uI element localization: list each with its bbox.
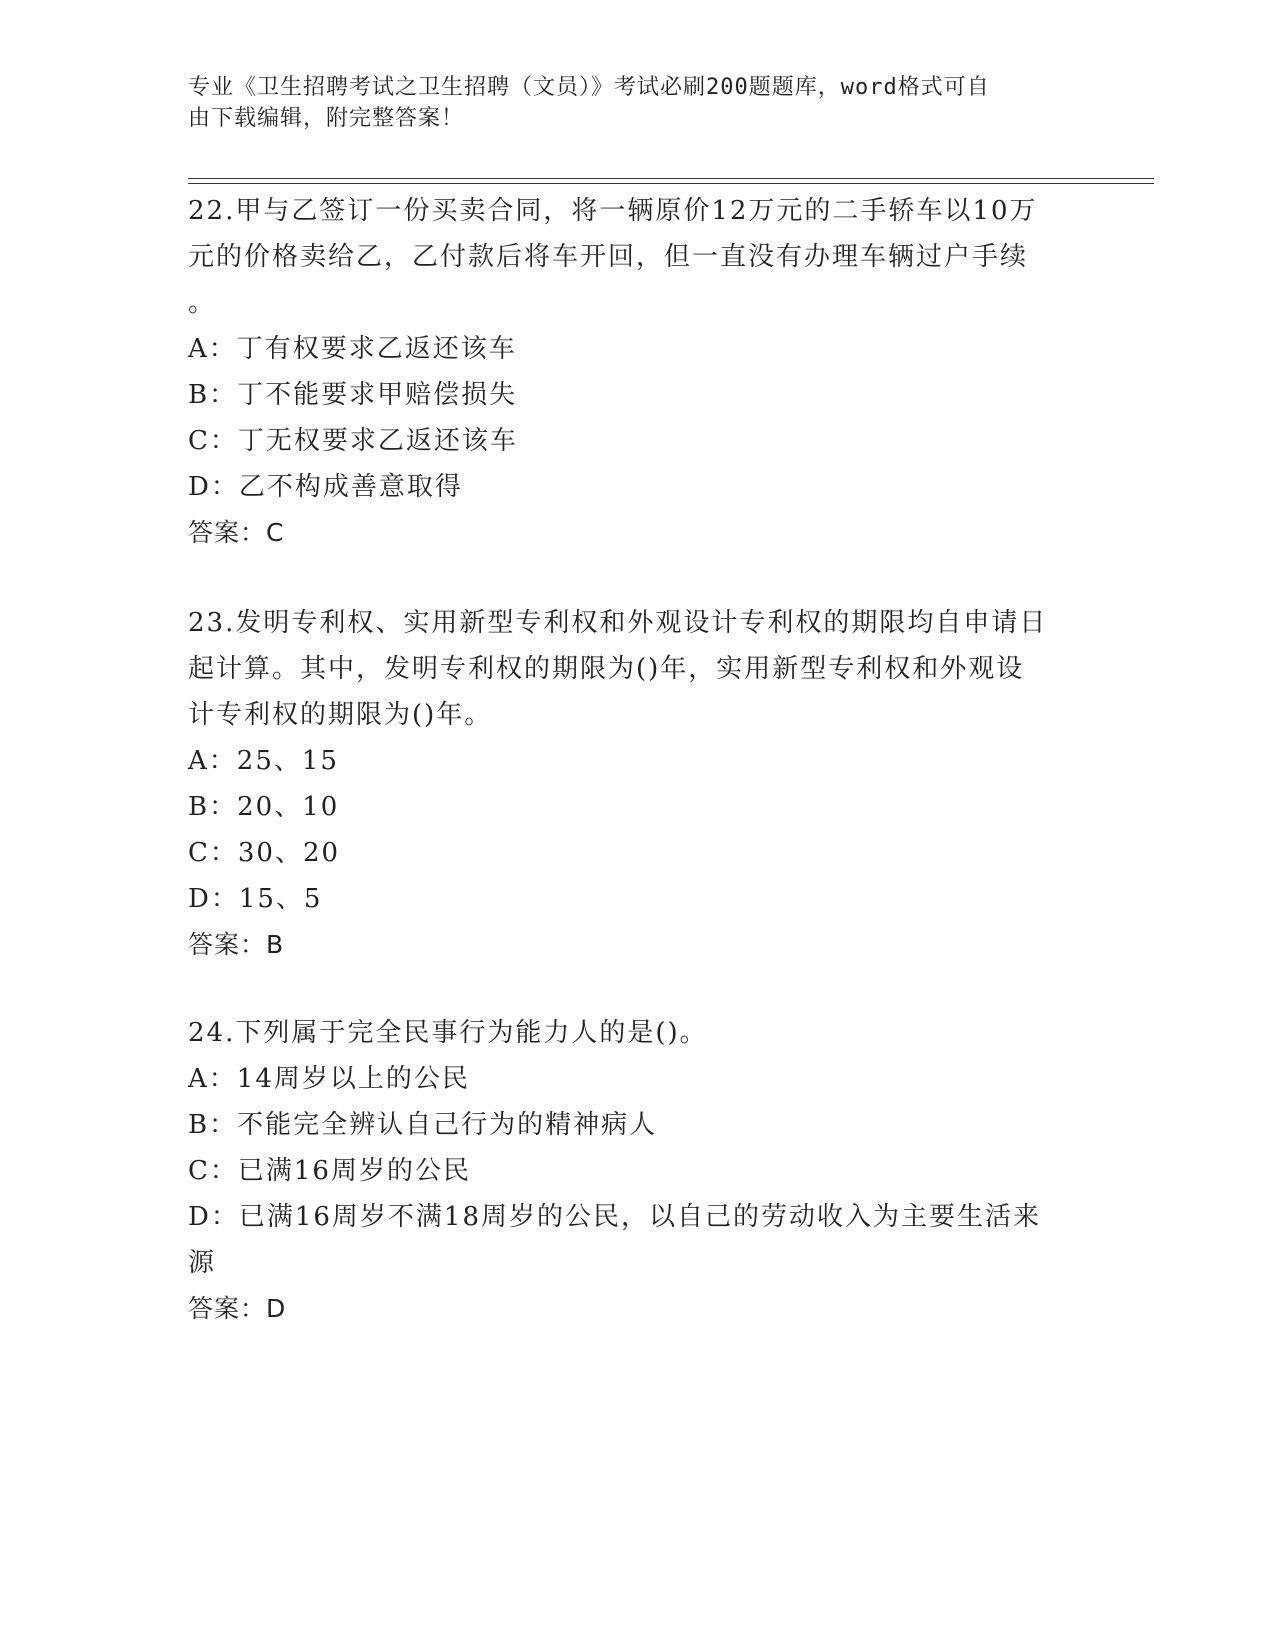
option-b: B：20、10 bbox=[188, 792, 340, 822]
option-b: B：不能完全辨认自己行为的精神病人 bbox=[188, 1110, 658, 1140]
option-b: B：丁不能要求甲赔偿损失 bbox=[188, 380, 518, 410]
option-a: A：14周岁以上的公民 bbox=[188, 1064, 470, 1094]
option-d-continuation: 源 bbox=[188, 1248, 217, 1278]
header-divider-top bbox=[188, 178, 1154, 179]
question-24 bbox=[188, 1010, 1078, 1332]
question-stem-line: 起计算。其中，发明专利权的期限为()年，实用新型专利权和外观设 bbox=[188, 654, 1025, 684]
question-22 bbox=[188, 188, 1078, 556]
header-divider-bottom bbox=[188, 183, 1154, 184]
question-stem-line: 计专利权的期限为()年。 bbox=[188, 700, 493, 730]
answer: 答案：C bbox=[188, 518, 285, 547]
question-stem-line: 元的价格卖给乙，乙付款后将车开回，但一直没有办理车辆过户手续 bbox=[188, 242, 1029, 272]
option-d: D：已满16周岁不满18周岁的公民，以自己的劳动收入为主要生活来 bbox=[188, 1202, 1042, 1232]
answer: 答案：B bbox=[188, 930, 285, 959]
document-header bbox=[188, 72, 1068, 134]
question-stem-line: 23.发明专利权、实用新型专利权和外观设计专利权的期限均自申请日 bbox=[188, 608, 1048, 638]
answer: 答案：D bbox=[188, 1294, 287, 1323]
question-stem-line: 。 bbox=[188, 288, 217, 318]
option-d: D：15、5 bbox=[188, 884, 323, 914]
option-d: D：乙不构成善意取得 bbox=[188, 472, 463, 502]
header-line-2: 由下载编辑，附完整答案！ bbox=[188, 106, 465, 131]
option-a: A：丁有权要求乙返还该车 bbox=[188, 334, 517, 364]
option-a: A：25、15 bbox=[188, 746, 339, 776]
question-23 bbox=[188, 600, 1078, 968]
option-c: C：已满16周岁的公民 bbox=[188, 1156, 471, 1186]
option-c: C：30、20 bbox=[188, 838, 341, 868]
question-stem-line: 24.下列属于完全民事行为能力人的是()。 bbox=[188, 1018, 708, 1048]
header-line-1: 专业《卫生招聘考试之卫生招聘（文员）》考试必刷200题题库，word格式可自 bbox=[188, 75, 990, 100]
option-c: C：丁无权要求乙返还该车 bbox=[188, 426, 518, 456]
question-stem-line: 22.甲与乙签订一份买卖合同，将一辆原价12万元的二手轿车以10万 bbox=[188, 196, 1038, 226]
